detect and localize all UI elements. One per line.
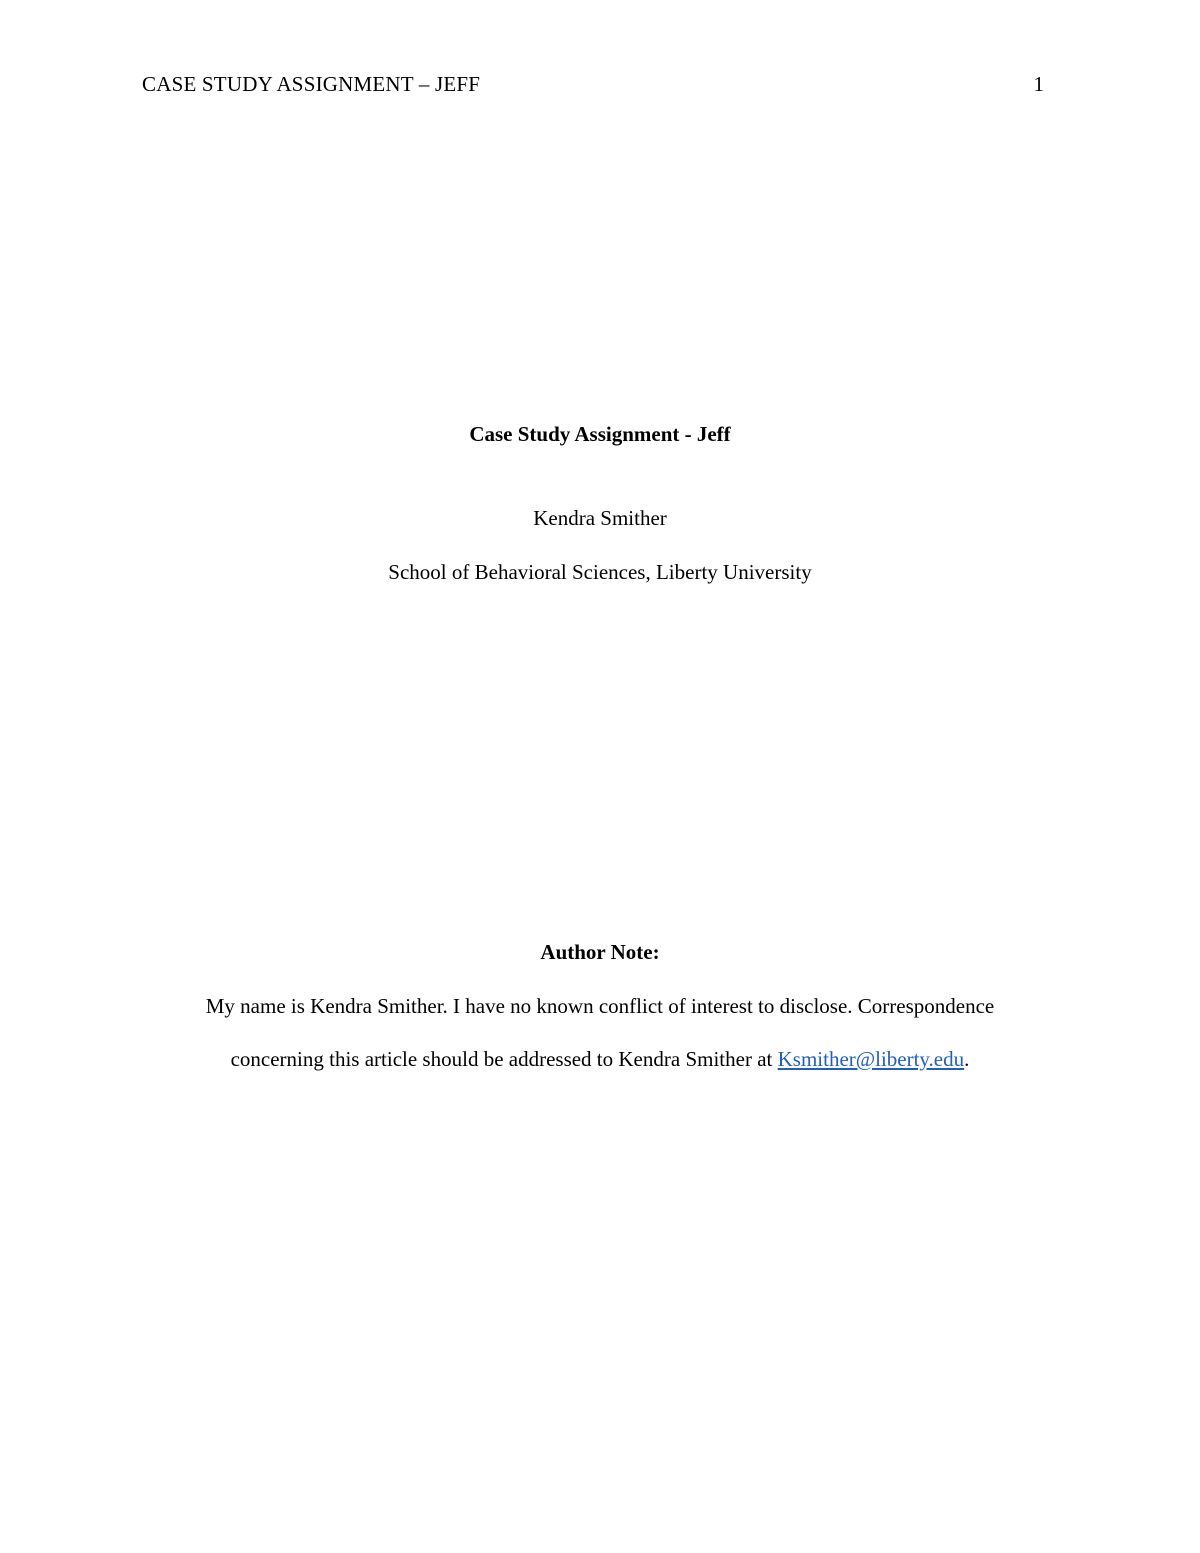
author-note-heading: Author Note: [540, 940, 660, 964]
author-note-period: . [964, 1047, 970, 1071]
running-head: CASE STUDY ASSIGNMENT – JEFF [142, 72, 481, 96]
author-note-line-2 [0, 1047, 1200, 1072]
author-affiliation: School of Behavioral Sciences, Liberty University [388, 560, 812, 584]
page-number: 1 [1033, 72, 1044, 96]
author-name: Kendra Smither [533, 506, 667, 530]
author-note-line-1: My name is Kendra Smither. I have no known conflict of interest to disclose. Correspondence [205, 994, 995, 1018]
paper-title: Case Study Assignment - Jeff [469, 422, 731, 446]
author-note-line-2-text: concerning this article should be addressed to Kendra Smither at [230, 1047, 778, 1071]
email-link[interactable]: Ksmither@liberty.edu [777, 1047, 965, 1071]
